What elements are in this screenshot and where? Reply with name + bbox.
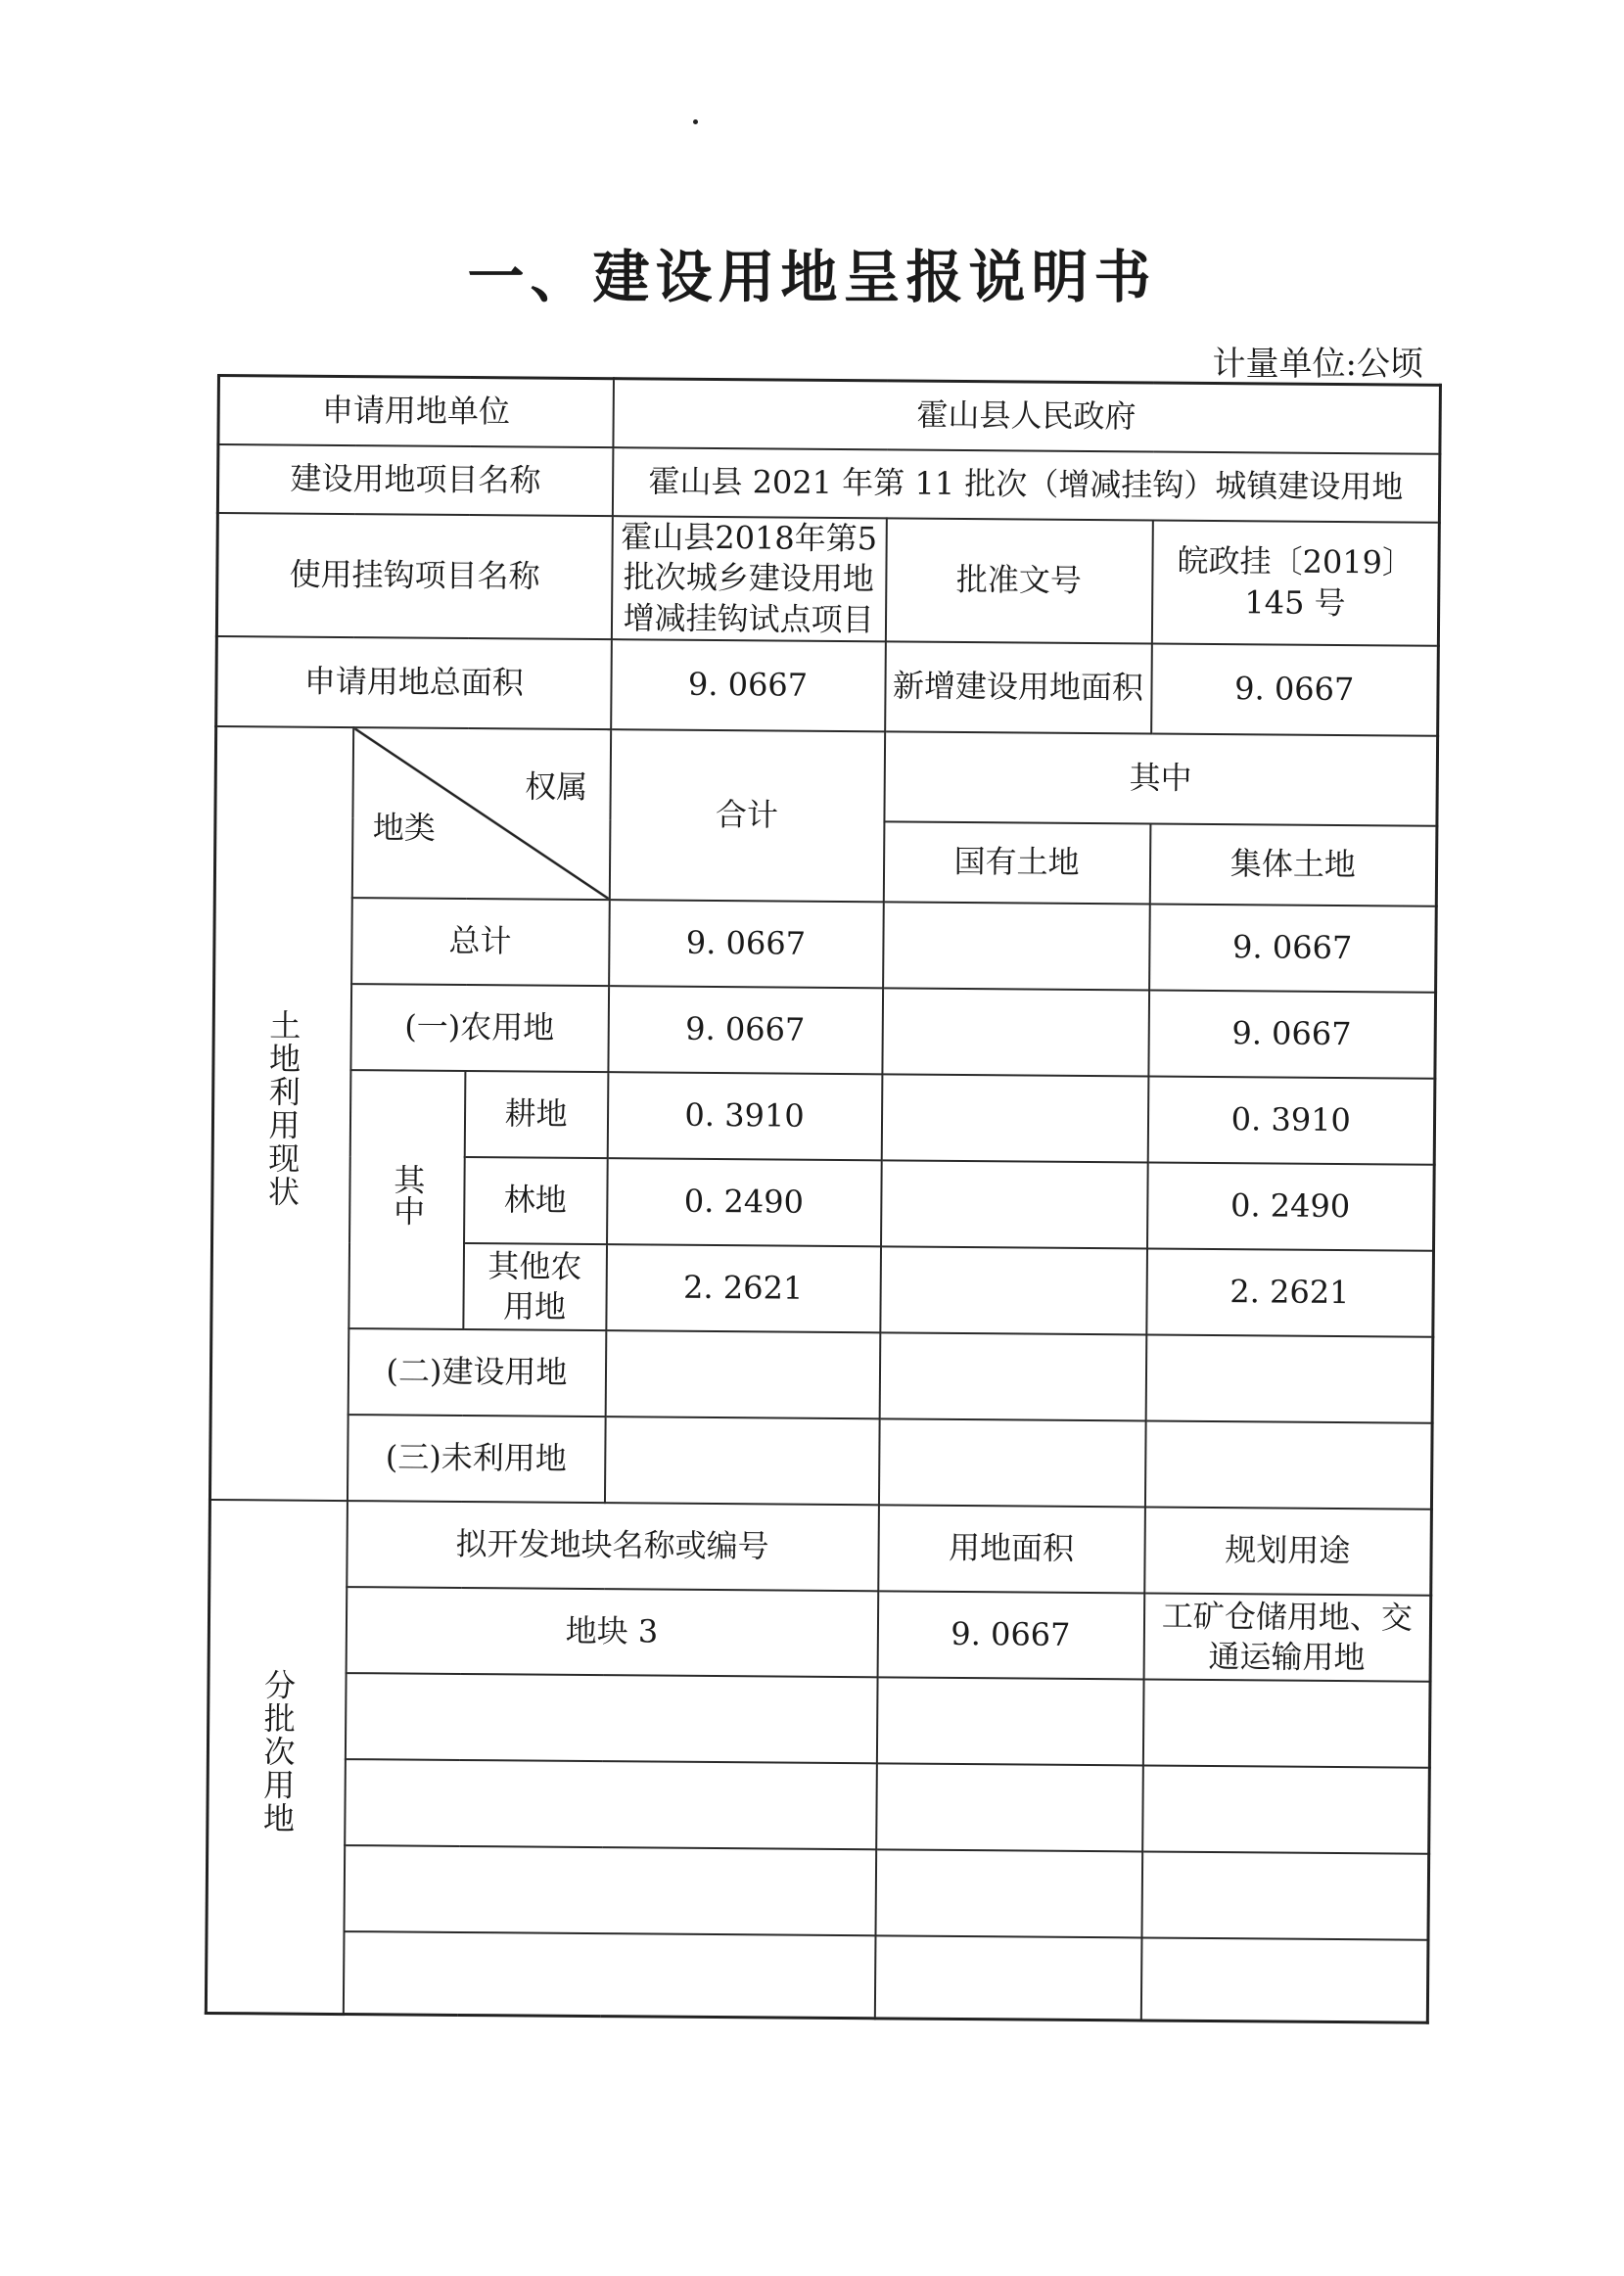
row-total: 9. 0667 [608, 986, 883, 1074]
col-state-heading: 国有土地 [883, 822, 1150, 905]
row-label: (二)建设用地 [348, 1328, 606, 1417]
row-total: 9. 0667 [609, 900, 884, 988]
row-label: 其他农用地 [463, 1243, 607, 1330]
unit-label: 计量单位:公顷 [1212, 345, 1423, 384]
table-row [209, 1414, 1432, 1510]
row-total: 0. 2490 [607, 1158, 882, 1246]
applicant-value: 霍山县人民政府 [613, 379, 1441, 454]
diagonal-header-cell [351, 727, 610, 900]
table-row [209, 1586, 1431, 1682]
row-label: 耕地 [464, 1071, 608, 1158]
new-area-label: 新增建设用地面积 [885, 642, 1152, 734]
land-application-form [205, 374, 1442, 2024]
row-state [881, 1161, 1148, 1249]
table-row [213, 983, 1436, 1079]
row-state [879, 1333, 1146, 1421]
approval-no-value: 皖政挂〔2019〕145 号 [1151, 520, 1439, 646]
row-total: 2. 2621 [606, 1244, 881, 1332]
row-total: 0. 3910 [607, 1072, 882, 1160]
parcel-area [875, 1850, 1142, 1938]
parcel-area [876, 1678, 1143, 1766]
col-collective-heading: 集体土地 [1149, 824, 1437, 906]
row-collective: 9. 0667 [1148, 991, 1436, 1079]
table-row [217, 444, 1440, 523]
page-title: 一、建设用地呈报说明书 [467, 244, 1157, 310]
row-collective [1145, 1335, 1433, 1423]
row-label: 林地 [464, 1157, 608, 1244]
row-label: (三)未利用地 [347, 1415, 605, 1503]
row-total [604, 1417, 879, 1505]
col-area-heading: 用地面积 [878, 1506, 1145, 1594]
form-frame [205, 374, 1439, 2007]
row-state [878, 1419, 1145, 1508]
row-state [883, 903, 1150, 991]
parcel-purpose [1140, 1938, 1428, 2022]
row-state [881, 1075, 1148, 1163]
table-row [208, 1758, 1430, 1854]
parcel-name: 地块 3 [346, 1587, 878, 1677]
land-use-section-label [209, 726, 352, 1501]
row-collective: 2. 2621 [1146, 1249, 1434, 1337]
scan-dot [693, 119, 698, 124]
parcel-area [876, 1764, 1143, 1852]
parcel-name [344, 1845, 876, 1935]
parcel-purpose [1142, 1680, 1430, 1768]
table-row [216, 513, 1439, 647]
land-class-heading: 地类 [372, 808, 437, 847]
parcel-purpose: 工矿仓储用地、交通运输用地 [1143, 1594, 1431, 1682]
sub-among-text: 其中 [388, 1163, 427, 1227]
linked-project-value: 霍山县2018年第5批次城乡建设用地增减挂钩试点项目 [611, 516, 886, 642]
parcel-name [345, 1673, 877, 1763]
row-collective: 9. 0667 [1149, 905, 1437, 993]
col-parcel-heading: 拟开发地块名称或编号 [347, 1501, 879, 1591]
batch-section-text: 分批次用地 [257, 1668, 298, 1835]
parcel-name [345, 1759, 877, 1849]
table-row [210, 1327, 1433, 1423]
row-collective: 0. 2490 [1147, 1163, 1435, 1251]
table-row [206, 1930, 1428, 2022]
table-row [216, 636, 1439, 736]
sub-among-label [348, 1070, 465, 1329]
parcel-purpose [1142, 1766, 1430, 1854]
row-state [880, 1247, 1147, 1335]
col-among-heading: 其中 [884, 732, 1438, 826]
row-collective [1144, 1421, 1432, 1510]
land-use-section-text: 土地利用现状 [262, 1008, 302, 1209]
col-purpose-heading: 规划用途 [1144, 1508, 1432, 1596]
parcel-area: 9. 0667 [877, 1592, 1144, 1680]
applicant-label: 申请用地单位 [218, 376, 614, 447]
table-row [215, 726, 1438, 826]
table-row [209, 1500, 1432, 1596]
new-area-value: 9. 0667 [1151, 644, 1439, 736]
table-row [207, 1844, 1429, 1940]
parcel-purpose [1141, 1852, 1429, 1940]
parcel-area [874, 1936, 1141, 2021]
linked-project-label: 使用挂钩项目名称 [216, 513, 612, 640]
project-name-label: 建设用地项目名称 [217, 444, 613, 516]
parcel-name [343, 1931, 875, 2018]
total-area-value: 9. 0667 [611, 639, 886, 731]
col-total-heading: 合计 [609, 729, 884, 902]
ownership-heading: 权属 [525, 767, 588, 807]
table-row [212, 1069, 1435, 1165]
table-row [218, 376, 1441, 454]
batch-section-label [206, 1500, 347, 2014]
table-row [214, 897, 1437, 993]
row-label: 总计 [351, 898, 610, 986]
row-collective: 0. 3910 [1147, 1077, 1435, 1165]
approval-no-label: 批准文号 [885, 518, 1152, 644]
total-area-label: 申请用地总面积 [216, 636, 612, 729]
row-state [882, 989, 1149, 1077]
row-label: (一)农用地 [350, 984, 609, 1072]
table-row [208, 1672, 1430, 1768]
row-total [605, 1330, 880, 1418]
project-name-value: 霍山县 2021 年第 11 批次（增减挂钩）城镇建设用地 [612, 447, 1440, 523]
